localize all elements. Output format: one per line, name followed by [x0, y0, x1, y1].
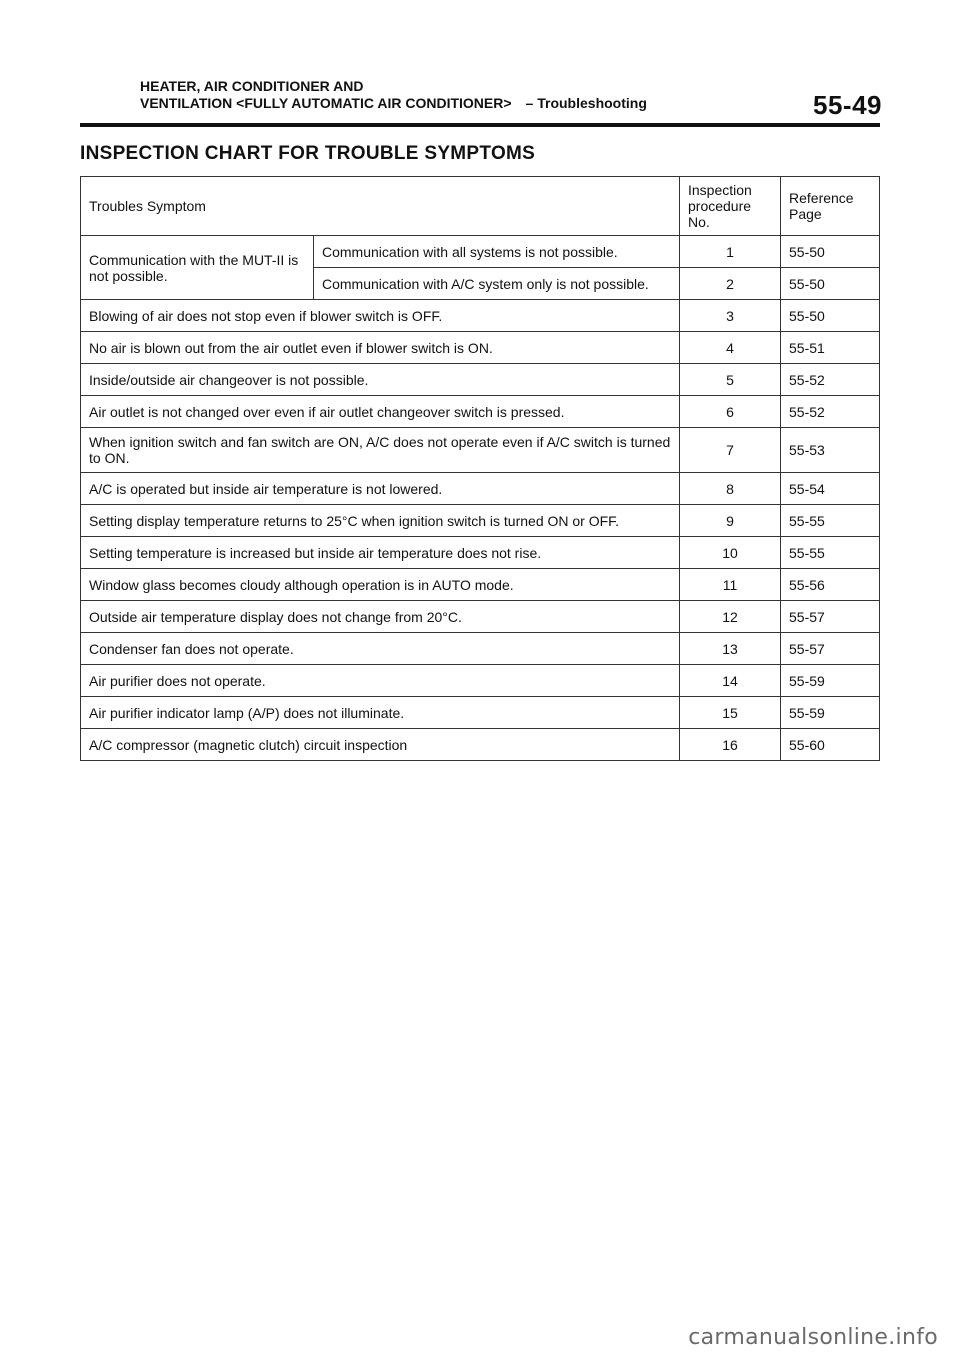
header-symptom: Troubles Symptom	[81, 177, 680, 236]
reference-cell: 55-57	[781, 601, 880, 633]
symptom-cell: Window glass becomes cloudy although operation is in AUTO mode.	[81, 569, 680, 601]
table-row	[81, 569, 880, 601]
reference-cell: 55-52	[781, 364, 880, 396]
symptom-cell: Inside/outside air changeover is not possible.	[81, 364, 680, 396]
procedure-cell: 12	[680, 601, 781, 633]
table-row	[81, 332, 880, 364]
symptom-cell: Communication with A/C system only is not possible.	[314, 268, 680, 300]
symptom-cell: No air is blown out from the air outlet even if blower switch is ON.	[81, 332, 680, 364]
reference-cell: 55-53	[781, 428, 880, 473]
table-row	[81, 300, 880, 332]
header-line2	[140, 95, 882, 112]
header-reference: Reference Page	[781, 177, 880, 236]
table-row	[81, 697, 880, 729]
procedure-cell: 13	[680, 633, 781, 665]
reference-cell: 55-50	[781, 236, 880, 268]
procedure-cell: 15	[680, 697, 781, 729]
procedure-cell: 8	[680, 473, 781, 505]
reference-cell: 55-55	[781, 505, 880, 537]
procedure-cell: 6	[680, 396, 781, 428]
symptom-cell: Communication with all systems is not possible.	[314, 236, 680, 268]
table-row	[81, 665, 880, 697]
table-row	[81, 428, 880, 473]
table-row	[81, 236, 880, 268]
page-header	[140, 78, 882, 120]
reference-cell: 55-52	[781, 396, 880, 428]
reference-cell: 55-59	[781, 665, 880, 697]
table-header-row	[81, 177, 880, 236]
symptom-cell: A/C is operated but inside air temperature is not lowered.	[81, 473, 680, 505]
table-row	[81, 633, 880, 665]
page-title: INSPECTION CHART FOR TROUBLE SYMPTOMS	[80, 143, 536, 164]
symptom-cell: Setting display temperature returns to 25°C when ignition switch is turned ON or OFF.	[81, 505, 680, 537]
symptom-cell: Outside air temperature display does not change from 20°C.	[81, 601, 680, 633]
procedure-cell: 1	[680, 236, 781, 268]
table-row	[81, 729, 880, 761]
reference-cell: 55-54	[781, 473, 880, 505]
reference-cell: 55-60	[781, 729, 880, 761]
inspection-chart-table	[80, 176, 880, 761]
reference-cell: 55-51	[781, 332, 880, 364]
procedure-cell: 7	[680, 428, 781, 473]
table-row	[81, 364, 880, 396]
reference-cell: 55-56	[781, 569, 880, 601]
symptom-cell: Air purifier does not operate.	[81, 665, 680, 697]
header-procedure: Inspection procedure No.	[680, 177, 781, 236]
symptom-cell: Setting temperature is increased but inside air temperature does not rise.	[81, 537, 680, 569]
header-section: – Troubleshooting	[525, 95, 647, 111]
procedure-cell: 14	[680, 665, 781, 697]
page-number: 55-49	[813, 90, 882, 120]
symptom-cell: When ignition switch and fan switch are ON, A/C does not operate even if A/C switch is turned to ON.	[81, 428, 680, 473]
procedure-cell: 11	[680, 569, 781, 601]
table-row	[81, 601, 880, 633]
symptom-cell: Condenser fan does not operate.	[81, 633, 680, 665]
reference-cell: 55-57	[781, 633, 880, 665]
symptom-cell: A/C compressor (magnetic clutch) circuit inspection	[81, 729, 680, 761]
header-line1: HEATER, AIR CONDITIONER AND	[140, 78, 364, 94]
symptom-cell: Blowing of air does not stop even if blower switch is OFF.	[81, 300, 680, 332]
table-row	[81, 505, 880, 537]
procedure-cell: 4	[680, 332, 781, 364]
procedure-cell: 10	[680, 537, 781, 569]
reference-cell: 55-50	[781, 300, 880, 332]
procedure-cell: 9	[680, 505, 781, 537]
reference-cell: 55-50	[781, 268, 880, 300]
symptom-cell: Air purifier indicator lamp (A/P) does not illuminate.	[81, 697, 680, 729]
reference-cell: 55-55	[781, 537, 880, 569]
table-row	[81, 396, 880, 428]
header-rule	[80, 123, 880, 127]
comm-group-label: Communication with the MUT-II is not possible.	[81, 236, 314, 300]
watermark: carmanualsonline.info	[688, 1325, 938, 1350]
symptom-cell: Air outlet is not changed over even if air outlet changeover switch is pressed.	[81, 396, 680, 428]
header-chapter: VENTILATION <FULLY AUTOMATIC AIR CONDITIONER>	[140, 95, 512, 111]
procedure-cell: 3	[680, 300, 781, 332]
reference-cell: 55-59	[781, 697, 880, 729]
procedure-cell: 5	[680, 364, 781, 396]
procedure-cell: 16	[680, 729, 781, 761]
table-row	[81, 537, 880, 569]
symptom-rows	[81, 300, 880, 761]
procedure-cell: 2	[680, 268, 781, 300]
table-row	[81, 473, 880, 505]
